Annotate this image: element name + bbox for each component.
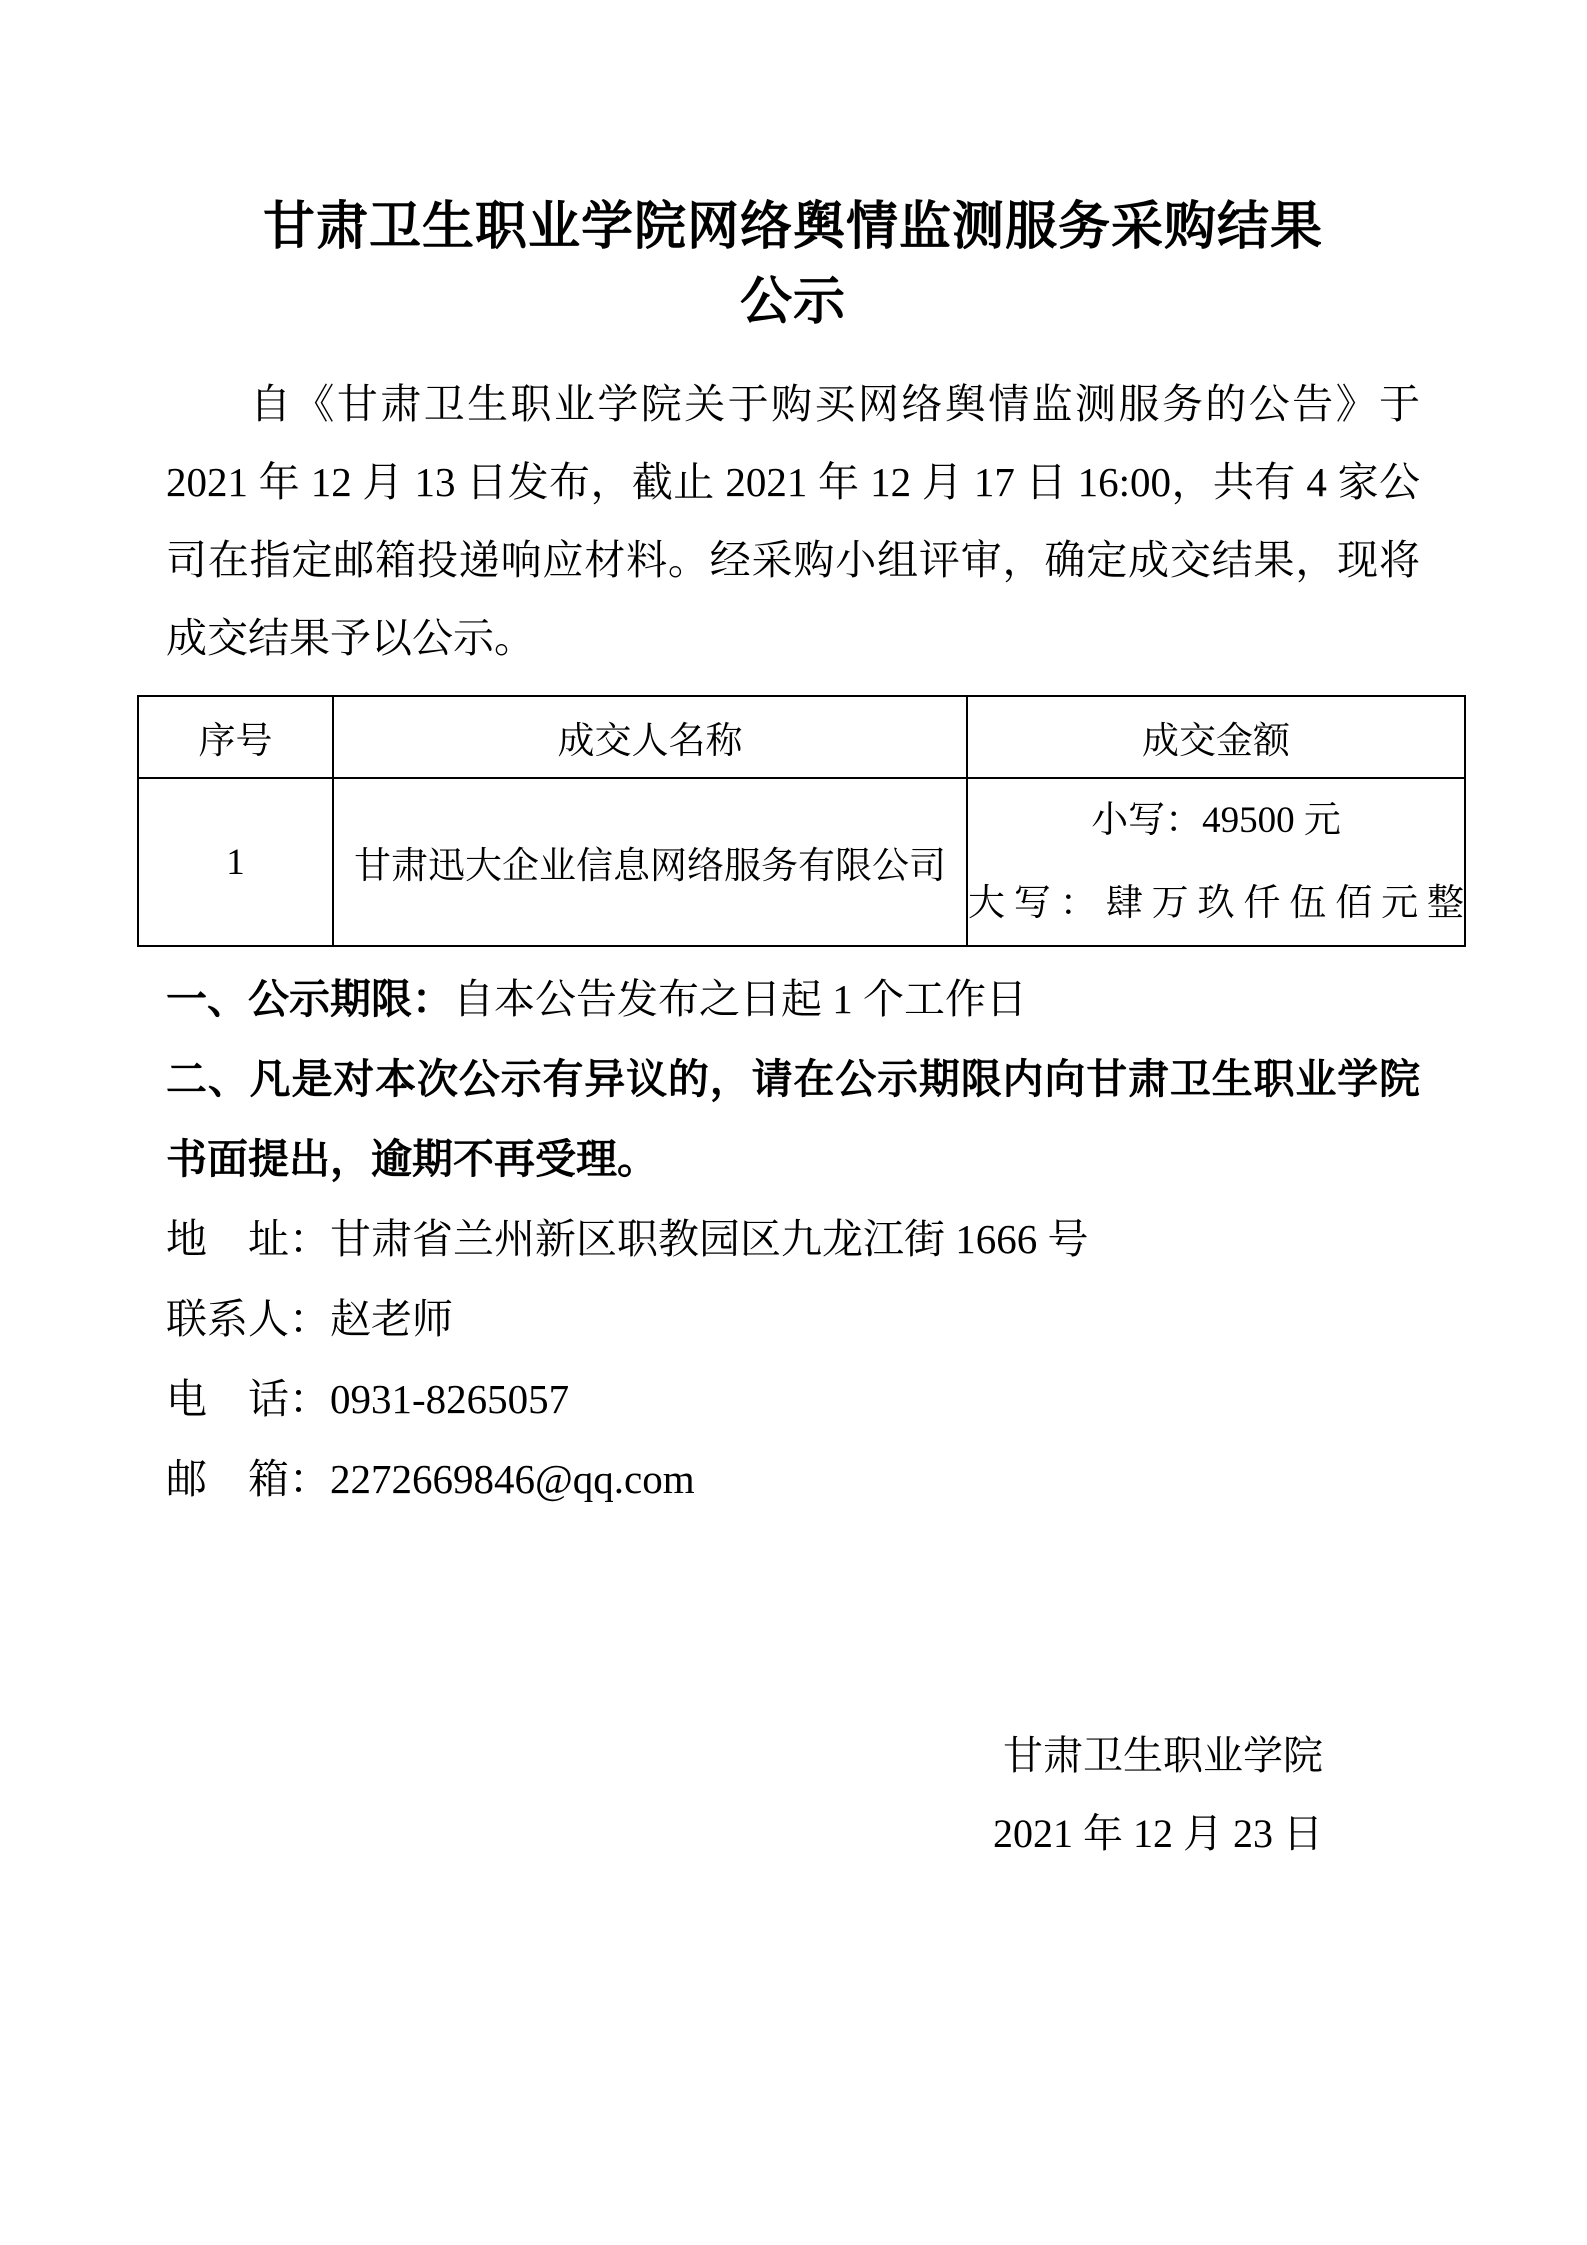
notice-item-period <box>166 959 1420 1039</box>
page-title <box>166 190 1420 340</box>
address-line: 地 址：甘肃省兰州新区职教园区九龙江街 1666 号 <box>166 1216 1089 1262</box>
table-header-row <box>138 696 1465 778</box>
table-cell-winner-name: 甘肃迅大企业信息网络服务有限公司 <box>333 778 967 946</box>
procurement-result-table <box>137 695 1466 947</box>
phone-line: 电 话：0931-8265057 <box>166 1376 570 1422</box>
contact-person-line: 联系人：赵老师 <box>166 1296 453 1342</box>
notice-items <box>166 959 1420 1519</box>
page-title-line1: 甘肃卫生职业学院网络舆情监测服务采购结果 <box>262 199 1323 256</box>
table-header-amount: 成交金额 <box>967 696 1465 778</box>
amount-words-line: 大写：肆万玖仟伍佰元整 <box>968 883 1464 924</box>
table-header-index: 序号 <box>138 696 333 778</box>
signature-block <box>166 1717 1420 1873</box>
email-line: 邮 箱：2272669846@qq.com <box>166 1456 695 1502</box>
amount-numeric-line: 小写：49500 元 <box>1091 800 1341 841</box>
table-row <box>138 778 1465 946</box>
table-cell-index: 1 <box>138 778 333 946</box>
page-title-line2: 公示 <box>739 274 846 331</box>
notice-item-period-text: 自本公告发布之日起 1 个工作日 <box>453 976 1027 1022</box>
notice-item-objection: 二、凡是对本次公示有异议的，请在公示期限内向甘肃卫生职业学院书面提出，逾期不再受理。 <box>166 1056 1420 1182</box>
notice-item-period-label: 一、公示期限： <box>166 976 453 1022</box>
table-header-winner-name: 成交人名称 <box>333 696 967 778</box>
table-cell-amount <box>967 778 1465 946</box>
intro-paragraph: 自《甘肃卫生职业学院关于购买网络舆情监测服务的公告》于 2021 年 12 月 13 日发布，截止 2021 年 12 月 17 日 16:00，共有 4 家公司在指定邮箱投递响应材料。经采购小组评审，确定成交结果，现将成交结果予以公示。 <box>166 381 1420 661</box>
signature-date: 2021 年 12 月 23 日 <box>993 1811 1323 1856</box>
signature-organization: 甘肃卫生职业学院 <box>1003 1733 1323 1778</box>
